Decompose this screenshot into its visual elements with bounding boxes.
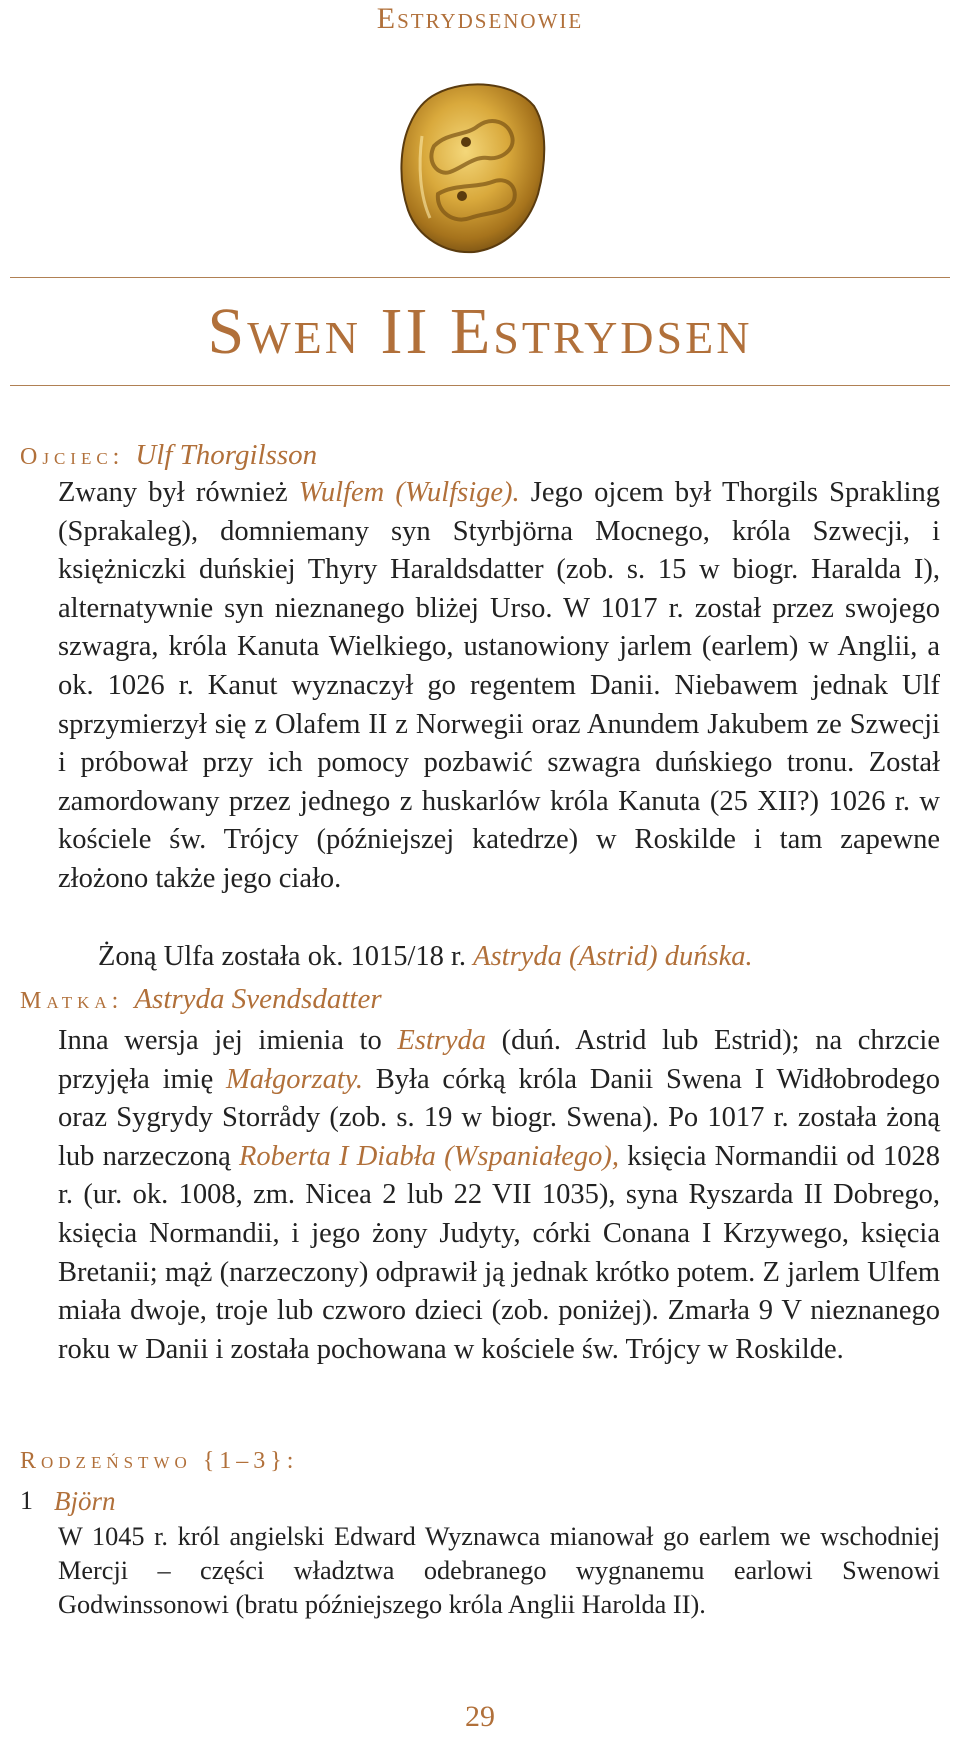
running-head: Estrydsenowie	[376, 2, 584, 35]
father-text-a: Zwany był również	[58, 477, 299, 508]
father-biography	[58, 474, 940, 899]
father-wife-text: Żoną Ulfa została ok. 1015/18 r.	[98, 941, 474, 972]
mother-text-c: Była córką króla Danii Swena I Widłobrodego oraz Sygrydy Storrådy (zob. s. 19 w biogr. Swena). Po 1017 r. została żoną lub narzeczoną	[58, 1063, 941, 1172]
father-name: Ulf Thorgilsson	[135, 439, 318, 471]
sibling-number: 1	[20, 1486, 33, 1515]
sibling-name: Björn	[54, 1486, 116, 1516]
mother-label	[20, 984, 382, 1016]
mother-text-d: księcia Normandii od 1028 r. (ur. ok. 1008, zm. Nicea 2 lub 22 VII 1035), syna Ryszarda II Dobrego, księcia Normandii, i jego żony Judyty, córki Conana I Krzywego, księcia Bretanii; mąż (narzeczony) odprawił ją jednak krótko potem. Z jarlem Ulfem miała dwoje, troje lub czworo dzieci (zob. poniżej). Zmarła 9 V nieznanego roku w Danii i została pochowana w kościele św. Trójcy w Roskilde.	[58, 1140, 940, 1365]
father-text-b: Jego ojcem był Thorgils Sprakling (Sprakaleg), domniemany syn Styrbjörna Mocnego, króla Szwecji, i księżniczki duńskiej Thyry Haraldsdatter (zob. s. 15 w biogr. Haralda I), alternatywnie syn nieznanego bliżej Urso. W 1017 r. został przez swojego szwagra, króla Kanuta Wielkiego, ustanowiony jarlem (earlem) w Anglii, a ok. 1026 r. Kanut wyznaczył go regentem Danii. Niebawem jednak Ulf sprzymierzył się z Olafem II z Norwegii oraz Anundem Jakubem ze Szwecji i próbował przy ich pomocy pozbawić szwagra duńskiego tronu. Został zamordowany przez jednego z huskarlów króla Kanuta (25 XII?) 1026 r. w kościele św. Trójcy (późniejszej katedrze) w Roskilde i tam zapewne złożono także jego ciało.	[58, 477, 940, 894]
page-number: 29	[465, 1700, 495, 1733]
father-wife-name: Astryda (Astrid) duńska.	[473, 941, 753, 972]
coin-image	[396, 76, 548, 256]
mother-name: Astryda Svendsdatter	[134, 983, 382, 1015]
father-label	[20, 440, 317, 472]
page-title: Swen II Estrydsen	[207, 295, 753, 368]
mother-biography	[58, 1022, 940, 1369]
mother-text-a: Inna wersja jej imienia to	[58, 1025, 398, 1056]
father-wife-paragraph	[58, 938, 940, 977]
mother-baptism-name: Małgorzaty.	[226, 1063, 363, 1095]
top-rule	[10, 277, 950, 278]
bottom-rule	[10, 385, 950, 386]
siblings-label: Rodzeństwo {1–3}:	[20, 1448, 299, 1474]
sibling-description: W 1045 r. król angielski Edward Wyznawca mianował go earlem we wschodniej Mercji – części władztwa odebranego wygnanemu earlowi Swenowi Godwinssonowi (bratu późniejszego króla Anglii Harolda II).	[58, 1522, 940, 1619]
father-label-text: Ojciec:	[20, 444, 125, 470]
father-text-alias: Wulfem (Wulfsige).	[298, 477, 520, 508]
mother-alt-name: Estryda	[397, 1025, 487, 1056]
mother-label-text: Matka:	[20, 988, 124, 1014]
mother-spouse-name: Roberta I Diabła (Wspaniałego),	[238, 1140, 620, 1172]
mother-text-b: (duń. Astrid lub Estrid); na chrzcie przyjęła imię	[58, 1025, 940, 1095]
